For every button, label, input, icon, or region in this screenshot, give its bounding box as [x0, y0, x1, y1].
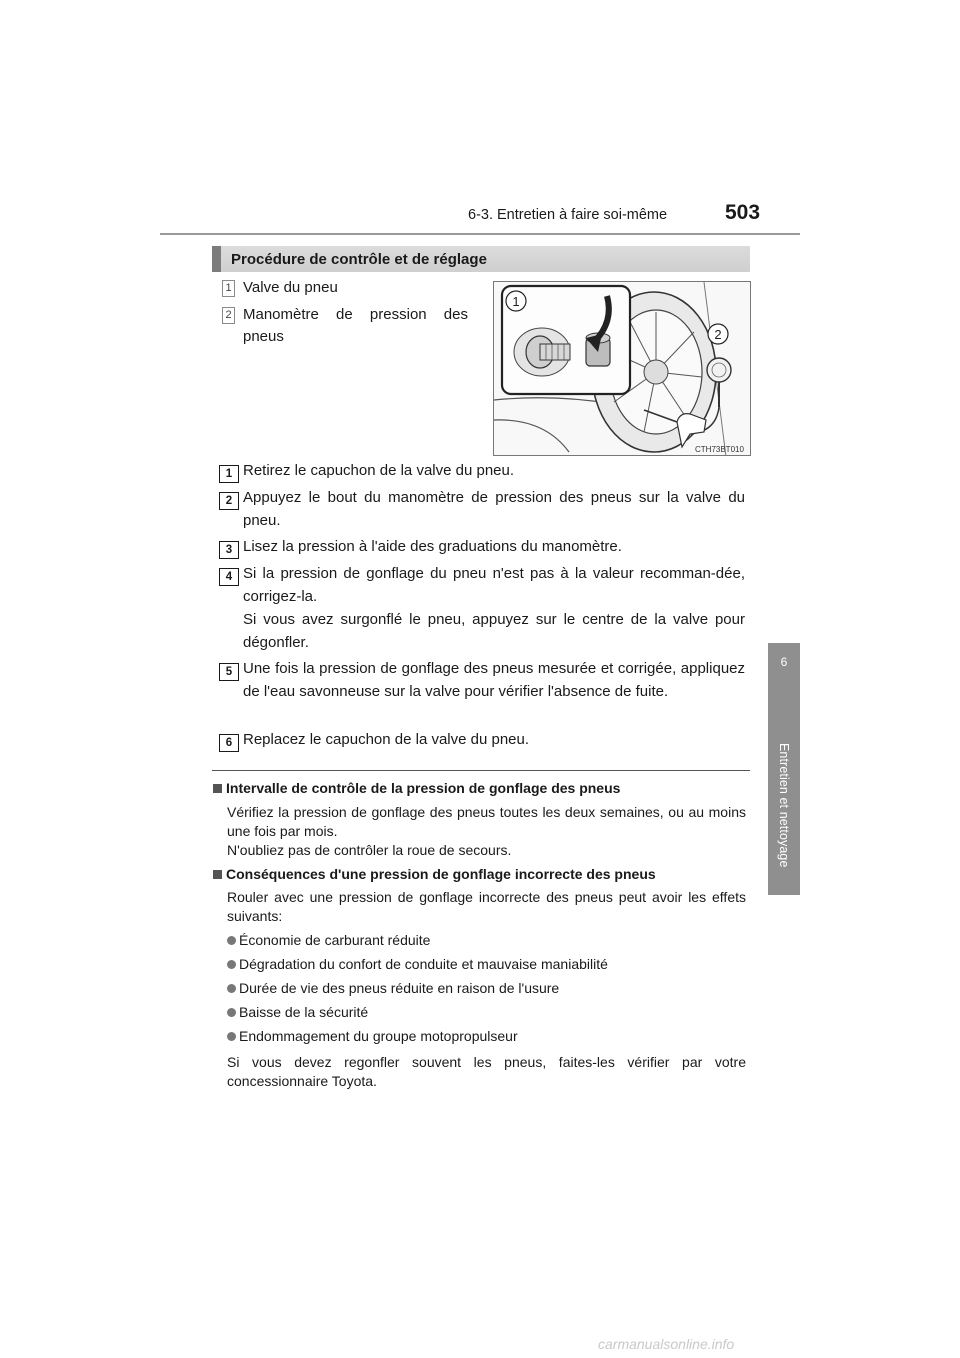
watermark: carmanualsonline.info: [598, 1336, 735, 1352]
note-consequences-outro: Si vous devez regonfler souvent les pneus, faites-les vérifier par votre concessionnaire Toyota.: [227, 1054, 746, 1089]
note-interval-paragraph-1: Vérifiez la pression de gonflage des pneus toutes les deux semaines, ou au moins une fois par mois.: [227, 804, 746, 839]
step-text-5: Une fois la pression de gonflage des pneus mesurée et corrigée, appliquez de l'eau savonneuse sur la valve pour vérifier l'absence de fuite.: [243, 660, 745, 700]
legend-label-1: Valve du pneu: [243, 279, 338, 296]
note-interval-paragraph-2: N'oubliez pas de contrôler la roue de secours.: [227, 842, 512, 858]
step-number-6: 6: [219, 734, 239, 752]
step-text-2: Appuyez le bout du manomètre de pression des pneus sur la valve du pneu.: [243, 489, 745, 529]
bullet-dot-icon: [227, 984, 236, 993]
bullet-dot-icon: [227, 1008, 236, 1017]
page-number: 503: [725, 201, 761, 224]
note-heading-consequences: Conséquences d'une pression de gonflage incorrecte des pneus: [213, 866, 656, 882]
step-text-4: Si la pression de gonflage du pneu n'est pas à la valeur recomman-dée, corrigez-la.: [243, 565, 745, 605]
square-bullet-icon: [213, 784, 222, 793]
procedure-heading-bar: [212, 246, 750, 272]
step-text-4-note: Si vous avez surgonflé le pneu, appuyez sur le centre de la valve pour dégonfler.: [243, 611, 745, 651]
tire-pressure-illustration: [493, 281, 751, 456]
bullet-item: Baisse de la sécurité: [227, 1004, 368, 1020]
note-heading-interval: Intervalle de contrôle de la pression de gonflage des pneus: [213, 780, 620, 796]
bullet-item: Durée de vie des pneus réduite en raison de l'usure: [227, 980, 559, 996]
note-consequences-intro: Rouler avec une pression de gonflage incorrecte des pneus peut avoir les effets suivants:: [227, 889, 746, 924]
tire-gauge-drawing: [494, 282, 751, 456]
step-text-1: Retirez le capuchon de la valve du pneu.: [243, 462, 515, 479]
header-rule: [160, 233, 800, 235]
procedure-heading: Procédure de contrôle et de réglage: [231, 250, 487, 268]
legend-label-2-line2: pneus: [243, 328, 284, 345]
step-number-2: 2: [219, 492, 239, 510]
figure-code: CTH73BT010: [695, 445, 744, 454]
square-bullet-icon: [213, 870, 222, 879]
chapter-side-tab: [768, 643, 800, 895]
bullet-dot-icon: [227, 960, 236, 969]
chapter-number: 6: [780, 655, 788, 669]
bullet-dot-icon: [227, 1032, 236, 1041]
step-text-3: Lisez la pression à l'aide des graduations du manomètre.: [243, 538, 622, 555]
callout-1: 1: [512, 294, 520, 309]
step-number-1: 1: [219, 465, 239, 483]
bullet-dot-icon: [227, 936, 236, 945]
bullet-item: Économie de carburant réduite: [227, 932, 430, 948]
legend-label-2-line1: Manomètre de pression des: [243, 306, 468, 323]
chapter-title: Entretien et nettoyage: [777, 743, 791, 868]
bullet-item: Endommagement du groupe motopropulseur: [227, 1028, 518, 1044]
legend-number-2: 2: [222, 307, 235, 324]
section-divider: [212, 770, 750, 771]
step-number-3: 3: [219, 541, 239, 559]
legend-number-1: 1: [222, 280, 235, 297]
step-number-5: 5: [219, 663, 239, 681]
callout-2: 2: [714, 327, 722, 342]
bullet-item: Dégradation du confort de conduite et mauvaise maniabilité: [227, 956, 608, 972]
step-text-6: Replacez le capuchon de la valve du pneu.: [243, 731, 530, 748]
step-number-4: 4: [219, 568, 239, 586]
section-title: 6-3. Entretien à faire soi-même: [468, 207, 668, 223]
